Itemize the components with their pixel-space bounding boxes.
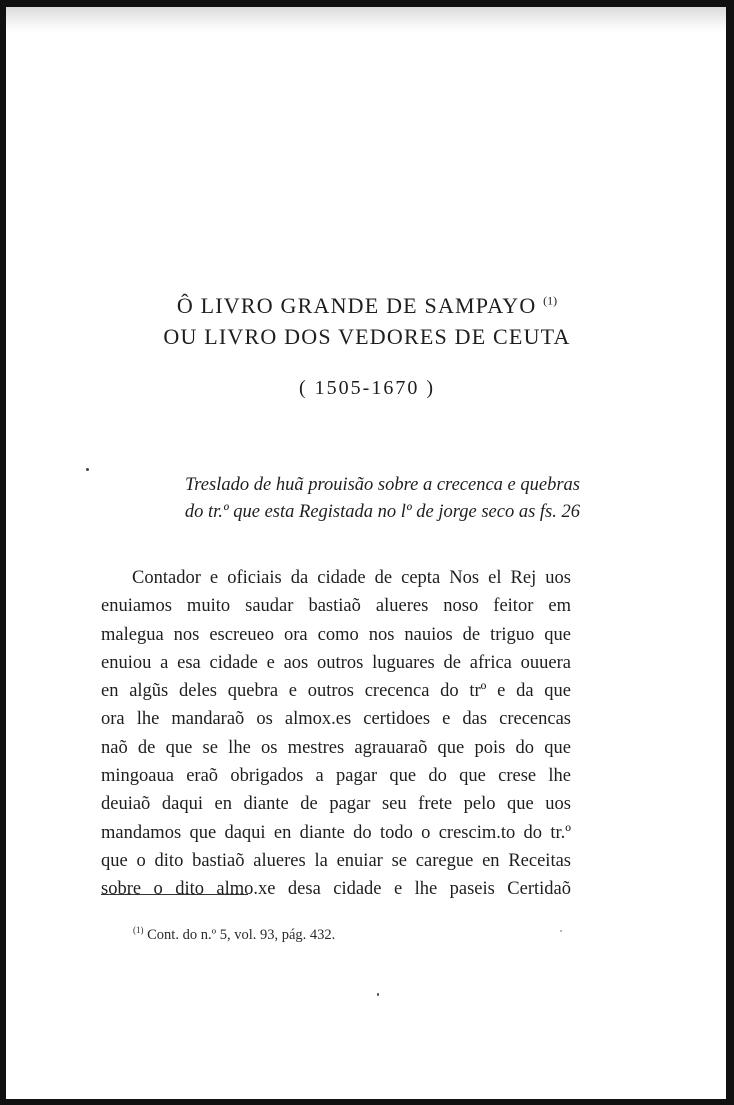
title-text: Ô LIVRO GRANDE DE SAMPAYO: [176, 293, 537, 318]
body-line: sobre o dito almo.xe desa cidade e lhe paseis Certidaõ: [101, 879, 571, 900]
scan-speck: [560, 930, 562, 932]
body-line: en algũs deles quebra e outros crecenca do trº e da que: [101, 681, 571, 702]
body-line: mandamos que daqui en diante do todo o crescim.to do tr.º: [101, 822, 571, 843]
footnote-marker: (1): [133, 925, 144, 935]
document-subtitle: [118, 472, 580, 526]
scan-speck: [377, 993, 379, 996]
body-line: Contador e oficiais da cidade de cepta Nos el Rej uos: [132, 568, 571, 588]
scan-speck: [86, 468, 89, 471]
subtitle-line: Treslado de huã prouisão sobre a crecenca e quebras: [185, 475, 580, 495]
page-title-line-1: [0, 293, 734, 319]
body-line: naõ de que se lhe os mestres agrauaraõ que pois do que: [101, 737, 571, 758]
footnote-divider: [101, 894, 248, 895]
title-footnote-ref: (1): [543, 293, 558, 308]
scan-shadow: [6, 7, 726, 33]
body-line: enuiamos muito saudar bastiaõ alueres noso feitor em: [101, 596, 571, 617]
page-title-line-2: OU LIVRO DOS VEDORES DE CEUTA: [163, 324, 571, 349]
body-line: enuiou a esa cidade e aos outros luguares de africa ouuera: [101, 652, 571, 673]
subtitle-line: do tr.º que esta Registada no lº de jorge seco as fs. 26: [184, 502, 580, 522]
body-line: malegua nos escreueo ora como nos nauios de triguo que: [101, 624, 571, 645]
body-line: deuiaõ daqui en diante de pagar seu frete pelo que uos: [101, 794, 571, 815]
body-line: ora lhe mandaraõ os almox.es certidoes e das crecencas: [101, 709, 571, 730]
footnote: [133, 925, 335, 944]
body-paragraph: [101, 564, 571, 904]
footnote-text: Cont. do n.º 5, vol. 93, pág. 432.: [147, 926, 336, 943]
body-line: mingoaua eraõ obrigados a pagar que do que crese lhe: [101, 766, 571, 787]
date-range: ( 1505-1670 ): [299, 377, 435, 399]
body-line: que o dito bastiaõ alueres la enuiar se caregue en Receitas: [101, 850, 571, 871]
